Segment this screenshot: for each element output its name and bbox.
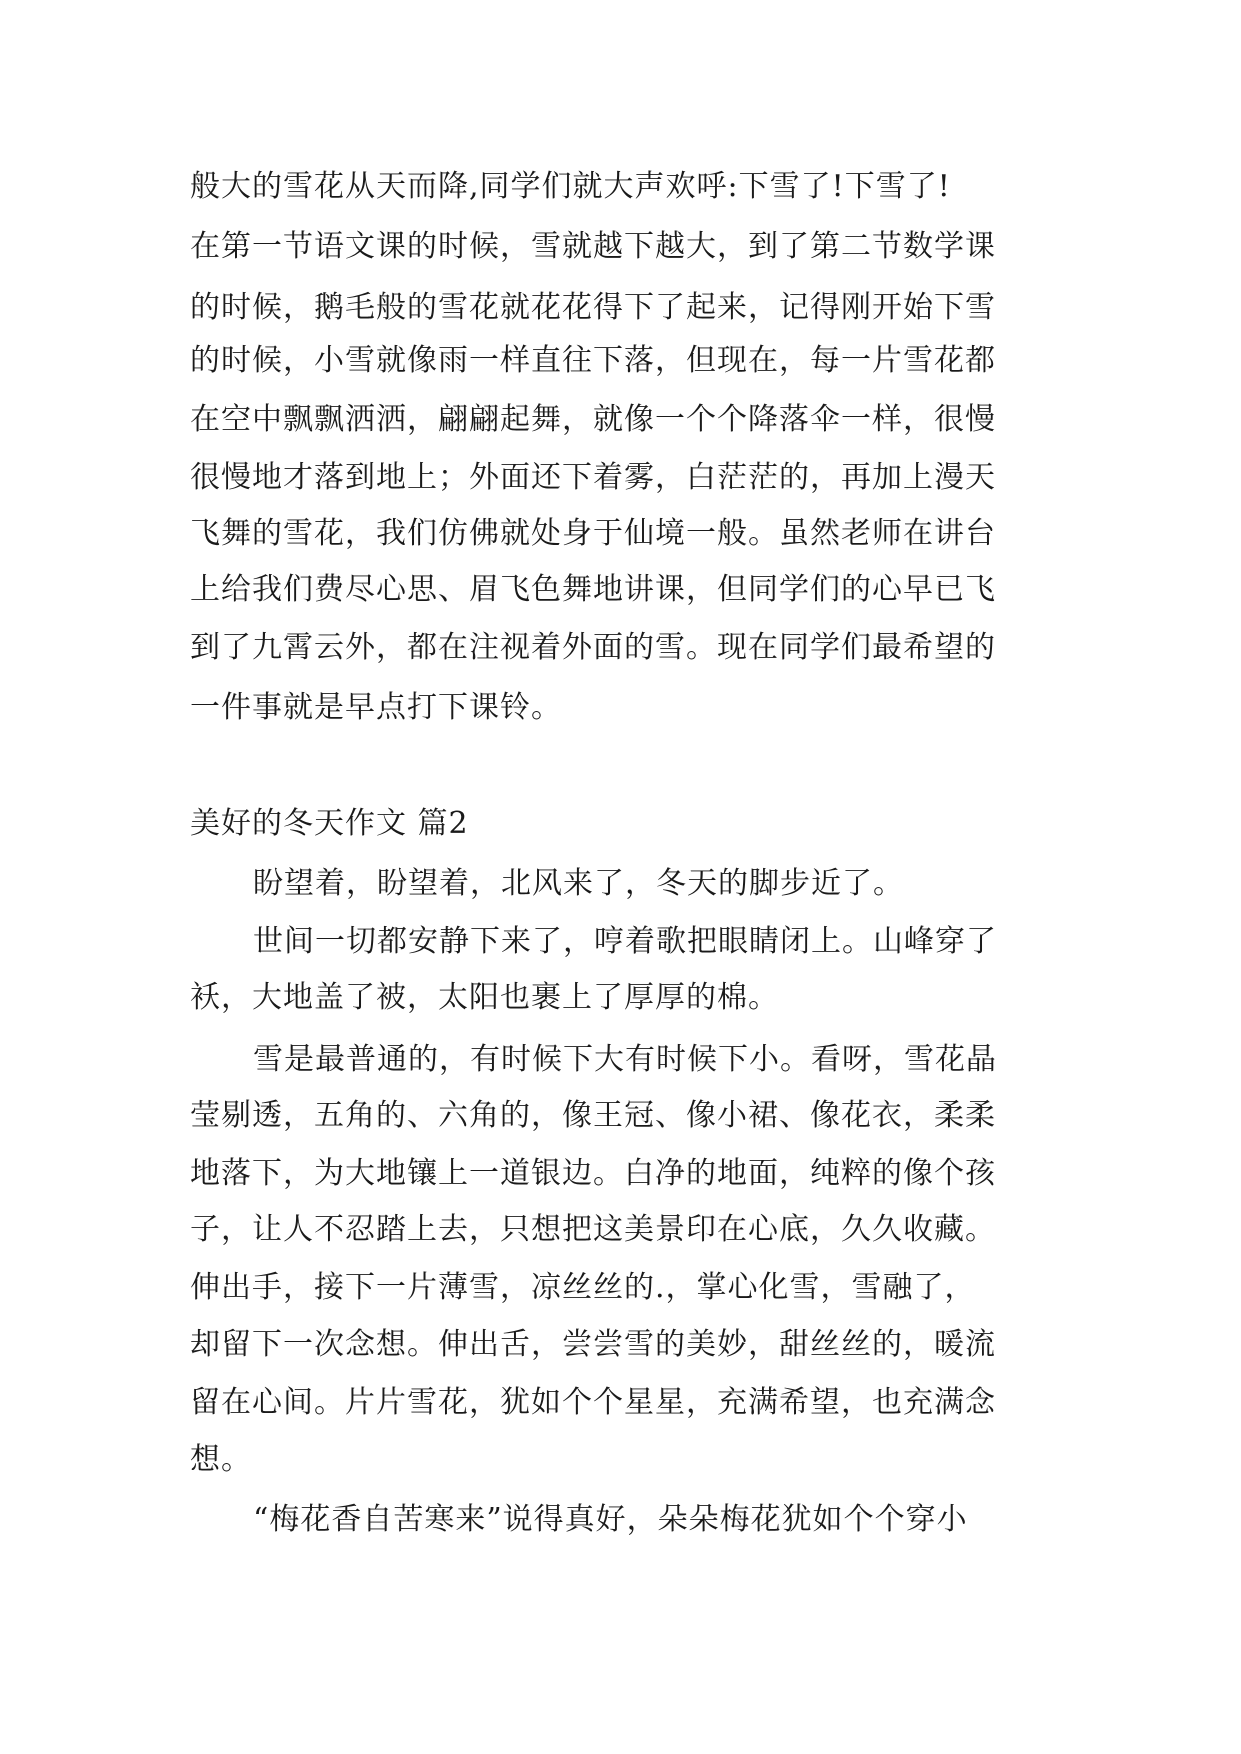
text-line: 地落下，为大地镶上一道银边。白净的地面，纯粹的像个孩 [190, 1156, 996, 1191]
text-line: 却留下一次念想。伸出舌，尝尝雪的美妙，甜丝丝的，暖流 [190, 1327, 996, 1362]
text-line: 飞舞的雪花，我们仿佛就处身于仙境一般。虽然老师在讲台 [190, 516, 996, 551]
text-line: “梅花香自苦寒来”说得真好，朵朵梅花犹如个个穿小 [253, 1502, 968, 1537]
text-line: 雪是最普通的，有时候下大有时候下小。看呀，雪花晶 [253, 1042, 997, 1077]
text-line: 盼望着，盼望着，北风来了，冬天的脚步近了。 [253, 866, 904, 901]
text-line: 伸出手，接下一片薄雪，凉丝丝的.，掌心化雪，雪融了， [190, 1270, 976, 1305]
text-line: 袄，大地盖了被，太阳也裹上了厚厚的棉。 [190, 980, 779, 1015]
text-line: 上给我们费尽心思、眉飞色舞地讲课，但同学们的心早已飞 [190, 572, 996, 607]
text-line: 在第一节语文课的时候，雪就越下越大，到了第二节数学课 [190, 229, 996, 264]
section-heading: 美好的冬天作文 篇2 [190, 806, 469, 841]
text-line: 很慢地才落到地上；外面还下着雾，白茫茫的，再加上漫天 [190, 460, 996, 495]
text-line: 子，让人不忍踏上去，只想把这美景印在心底，久久收藏。 [190, 1212, 996, 1247]
text-line: 莹剔透，五角的、六角的，像王冠、像小裙、像花衣，柔柔 [190, 1098, 996, 1133]
text-line: 想。 [190, 1442, 252, 1477]
text-line: 的时候，鹅毛般的雪花就花花得下了起来，记得刚开始下雪 [190, 290, 996, 325]
text-line: 到了九霄云外，都在注视着外面的雪。现在同学们最希望的 [190, 630, 996, 665]
text-line: 一件事就是早点打下课铃。 [190, 690, 562, 725]
text-line: 的时候，小雪就像雨一样直往下落，但现在，每一片雪花都 [190, 343, 996, 378]
text-line: 世间一切都安静下来了，哼着歌把眼睛闭上。山峰穿了 [253, 924, 997, 959]
text-line: 留在心间。片片雪花，犹如个个星星，充满希望，也充满念 [190, 1385, 996, 1420]
text-line: 在空中飘飘洒洒，翩翩起舞，就像一个个降落伞一样，很慢 [190, 402, 996, 437]
text-line: 般大的雪花从天而降,同学们就大声欢呼:下雪了!下雪了! [190, 169, 951, 204]
